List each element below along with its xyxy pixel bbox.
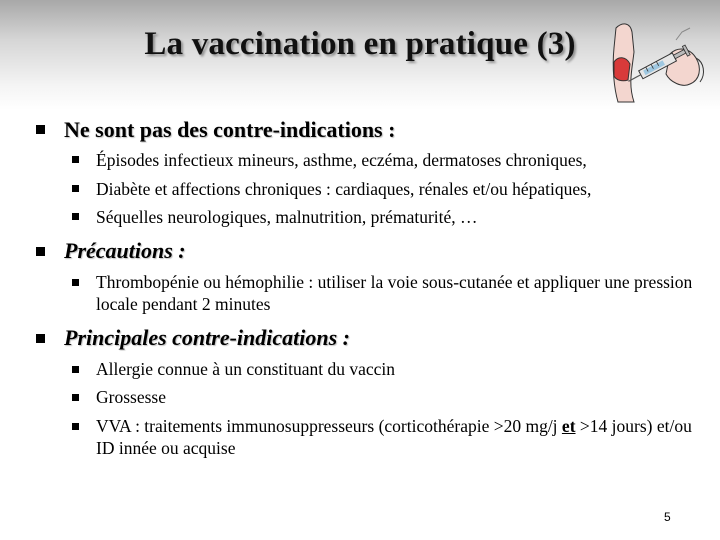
vva-text-end: >14 jours) et/ou ID innée ou acquise (96, 416, 692, 458)
section-heading-precautions: Précautions : (64, 238, 186, 263)
sub-bullet-marker (72, 213, 79, 220)
vva-emphasis: et (561, 416, 576, 436)
list-item: Grossesse (96, 387, 166, 407)
vva-text-start: VVA : traitements immunosuppresseurs (corticothérapie >20 mg/j (96, 416, 562, 436)
list-item: Allergie connue à un constituant du vaccin (96, 359, 396, 379)
bullet-marker (36, 125, 45, 134)
sub-bullet-marker (72, 394, 79, 401)
sub-bullet-marker (72, 366, 79, 373)
section-heading-non-contraindications: Ne sont pas des contre-indications : (64, 117, 396, 142)
sub-bullet-marker (72, 279, 79, 286)
list-item: Thrombopénie ou hémophilie : utiliser la voie sous-cutanée et appliquer une pression locale pendant 2 minutes (96, 272, 693, 314)
sub-bullet-marker (72, 156, 79, 163)
page-number: 5 (664, 510, 671, 524)
list-item-vva (96, 415, 696, 459)
sub-bullet-marker (72, 423, 79, 430)
section-heading-contraindications: Principales contre-indications : (64, 325, 350, 350)
list-item: Épisodes infectieux mineurs, asthme, eczéma, dermatoses chroniques, (96, 150, 587, 170)
slide-title: La vaccination en pratique (3) (144, 26, 576, 62)
bullet-marker (36, 334, 45, 343)
bullet-marker (36, 247, 45, 256)
list-item: Séquelles neurologiques, malnutrition, prématurité, … (96, 207, 478, 227)
list-item: Diabète et affections chroniques : cardiaques, rénales et/ou hépatiques, (96, 179, 592, 199)
sub-bullet-marker (72, 185, 79, 192)
